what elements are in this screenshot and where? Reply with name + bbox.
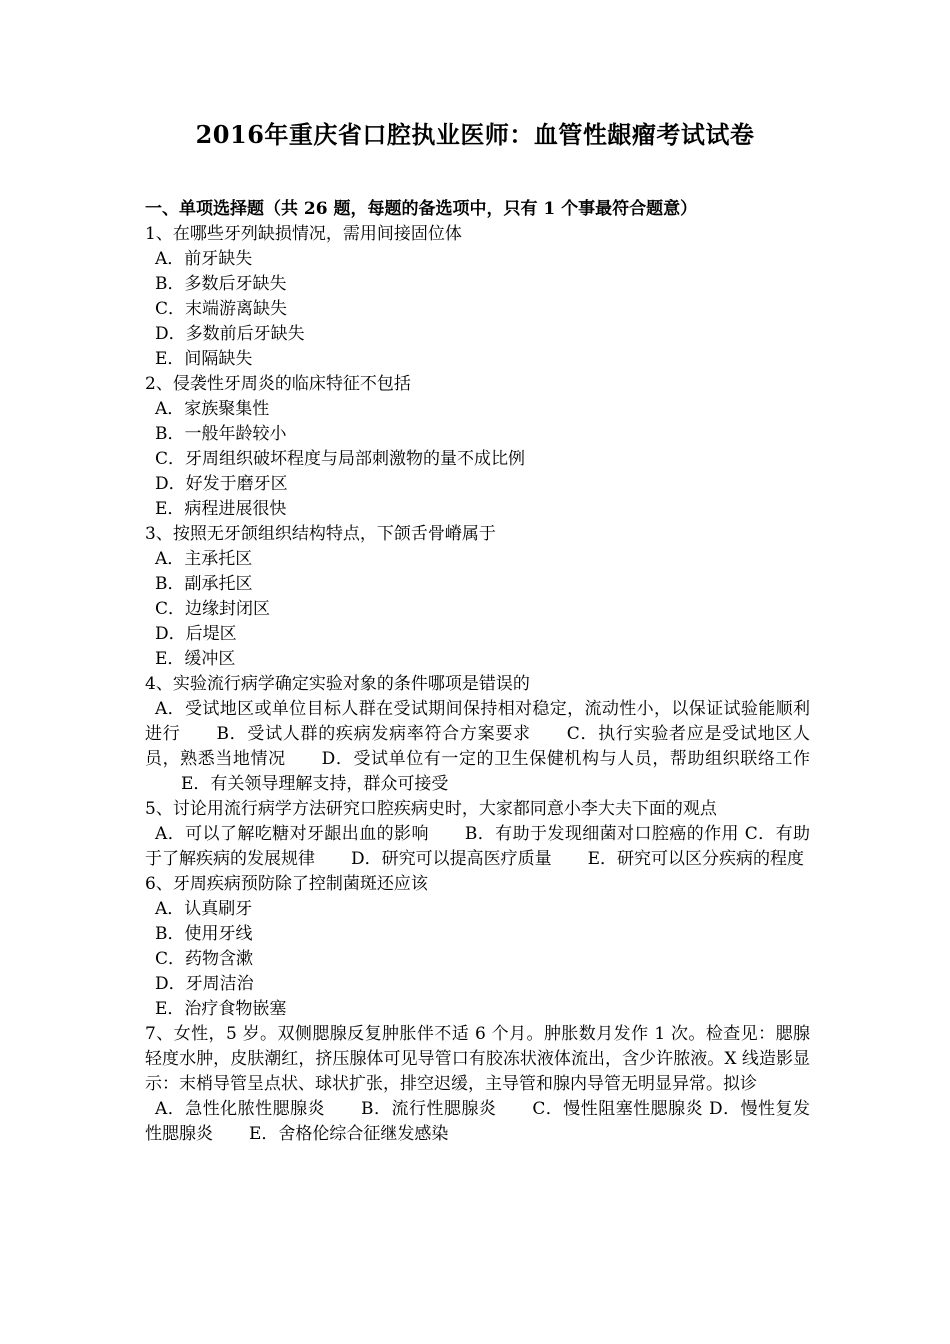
option-item: C．边缘封闭区 [155, 599, 271, 619]
option-item: A．急性化脓性腮腺炎 [155, 1099, 326, 1119]
option-item: A．前牙缺失 [155, 249, 253, 269]
option-item: D．受试单位有一定的卫生保健机构与人员，帮助组织联络工作 [321, 749, 810, 769]
option-item: C．药物含漱 [155, 949, 254, 969]
inline-options [145, 697, 810, 797]
inline-options [145, 1097, 810, 1147]
option-item: B．流行性腮腺炎 [361, 1099, 497, 1119]
option-item: D．研究可以提高医疗质量 [351, 849, 552, 869]
question-stem: 5、讨论用流行病学方法研究口腔疾病史时，大家都同意小李大夫下面的观点 [145, 799, 717, 819]
option-item: A．家族聚集性 [155, 399, 270, 419]
option-item: D．慢性复发性腮腺炎 [145, 1099, 810, 1144]
option-item: D．牙周洁治 [155, 974, 254, 994]
inline-options [145, 822, 810, 872]
option-item: B．使用牙线 [155, 924, 253, 944]
option-item: E．病程进展很快 [155, 499, 287, 519]
question-stem: 2、侵袭性牙周炎的临床特征不包括 [145, 374, 411, 394]
option-item: C．牙周组织破坏程度与局部刺激物的量不成比例 [155, 449, 526, 469]
option-item: B．一般年龄较小 [155, 424, 287, 444]
option-item: B．副承托区 [155, 574, 253, 594]
option-item: A．可以了解吃糖对牙龈出血的影响 [155, 824, 429, 844]
option-item: C．执行实验者应是受试地区人员，熟悉当地情况 [145, 724, 811, 769]
option-item: C．末端游离缺失 [155, 299, 288, 319]
option-item: E．有关领导理解支持，群众可接受 [181, 774, 449, 794]
option-item: E．研究可以区分疾病的程度 [587, 849, 805, 869]
option-item: D．后堤区 [155, 624, 237, 644]
question-stem: 6、牙周疾病预防除了控制菌斑还应该 [145, 874, 428, 894]
exam-content [145, 197, 810, 1147]
question-stem: 1、在哪些牙列缺损情况，需用间接固位体 [145, 224, 462, 244]
option-item: E．治疗食物嵌塞 [155, 999, 287, 1019]
option-item: D．好发于磨牙区 [155, 474, 288, 494]
option-item: E．舍格伦综合征继发感染 [249, 1124, 449, 1144]
page-title: 2016年重庆省口腔执业医师：血管性龈瘤考试试卷 [195, 120, 755, 149]
question-stem: 3、按照无牙颌组织结构特点，下颌舌骨嵴属于 [145, 524, 496, 544]
option-item: E．间隔缺失 [155, 349, 253, 369]
option-item: B．受试人群的疾病发病率符合方案要求 [216, 724, 531, 744]
question-stem: 4、实验流行病学确定实验对象的条件哪项是错误的 [145, 674, 530, 694]
option-item: B．有助于发现细菌对口腔癌的作用 [464, 824, 739, 844]
option-item: C．有助于了解疾病的发展规律 [145, 824, 811, 869]
option-item: A．主承托区 [155, 549, 253, 569]
option-item: A．认真刷牙 [155, 899, 253, 919]
option-item: A．受试地区或单位目标人群在受试期间保持相对稳定，流动性小，以保证试验能顺利进行 [145, 699, 810, 744]
option-item: C．慢性阻塞性腮腺炎 [532, 1099, 704, 1119]
section-heading: 一、单项选择题（共 26 题，每题的备选项中，只有 1 个事最符合题意） [145, 199, 698, 219]
option-item: B．多数后牙缺失 [155, 274, 287, 294]
option-item: D．多数前后牙缺失 [155, 324, 305, 344]
option-item: E．缓冲区 [155, 649, 236, 669]
question-stem: 7、女性，5 岁。双侧腮腺反复肿胀伴不适 6 个月。肿胀数月发作 1 次。检查见：腮腺轻度水肿，皮肤潮红，挤压腺体可见导管口有胶冻状液体流出，含少许脓液。X 线造影显示：末梢导管呈点状、球状扩张，排空迟缓，主导管和腺内导管无明显异常。拟诊 [145, 1024, 810, 1094]
